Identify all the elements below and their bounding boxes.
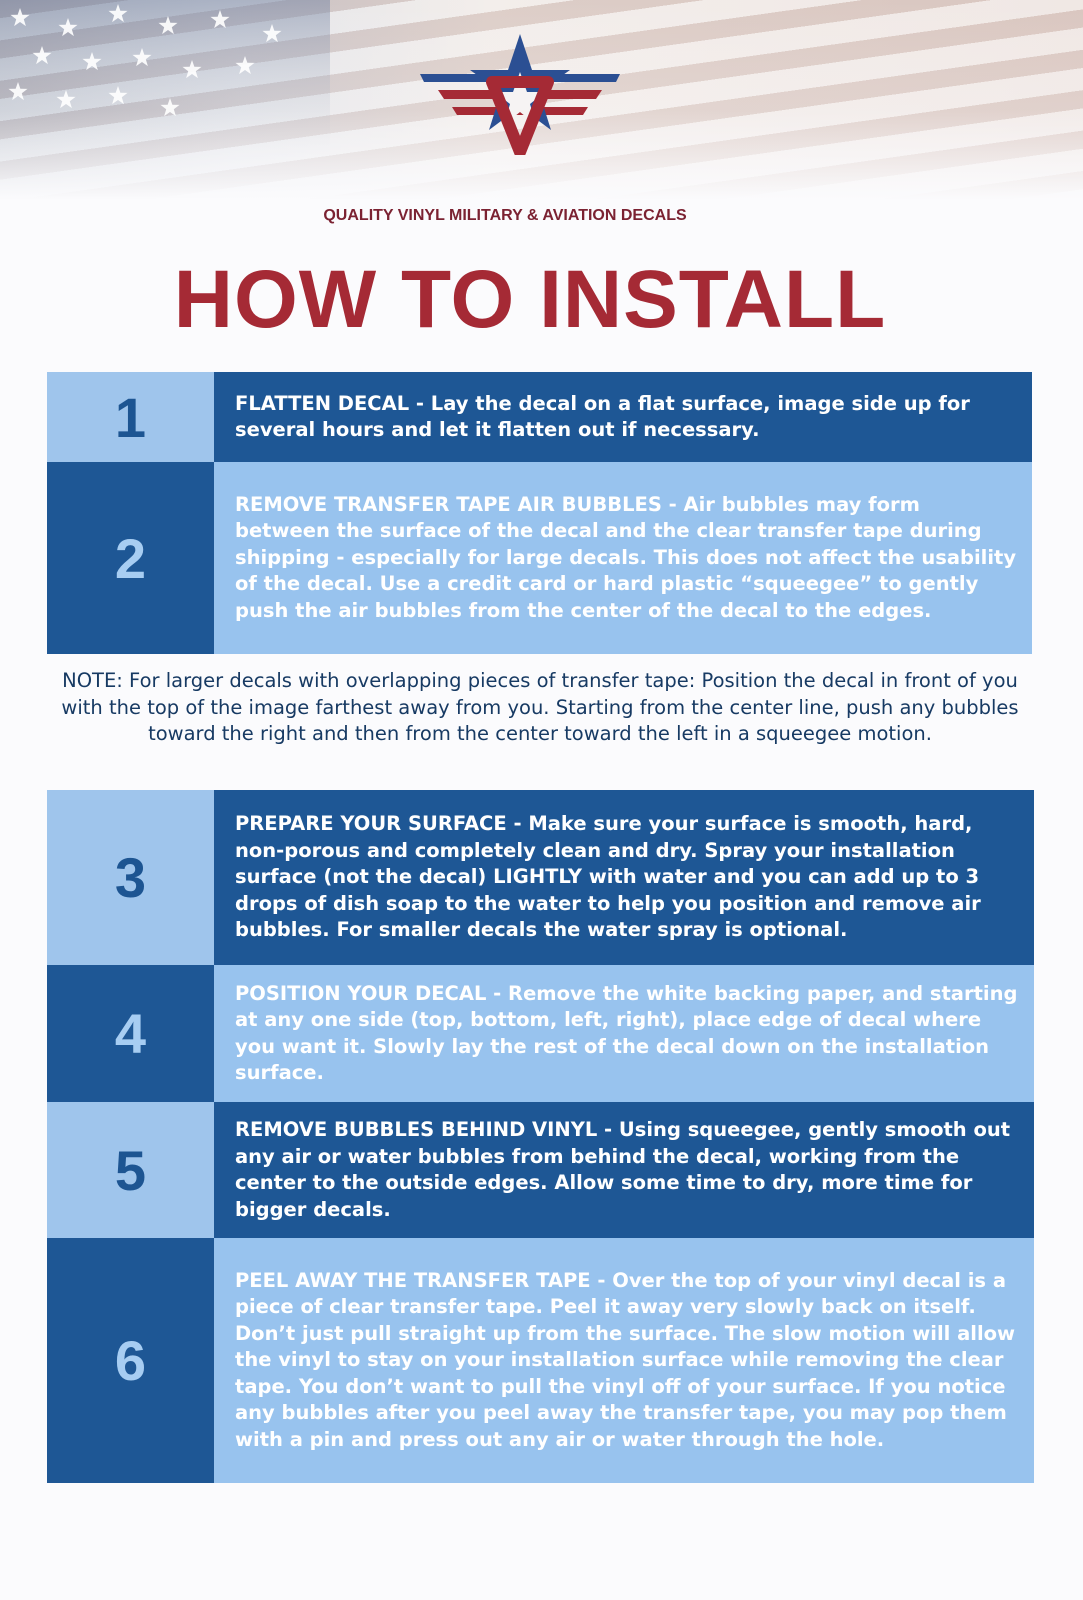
step-row-6 [47, 1238, 1034, 1483]
step-row-4 [47, 965, 1034, 1102]
step-number-1: 1 [47, 372, 214, 462]
page-title: HOW TO INSTALL [173, 254, 887, 345]
step-row-2 [47, 462, 1032, 654]
step-row-5 [47, 1102, 1034, 1238]
flag-stars-icon [0, 0, 330, 150]
step-row-1 [47, 372, 1032, 462]
step-text-1: FLATTEN DECAL - Lay the decal on a flat surface, image side up for several hours and let it flatten out if necessary. [214, 372, 1032, 462]
star-wings-logo-icon [420, 30, 620, 155]
step-number-2: 2 [47, 462, 214, 654]
step-text-3: PREPARE YOUR SURFACE - Make sure your surface is smooth, hard, non-porous and completely clean and dry. Spray your installation surface (not the decal) LIGHTLY with water and you can add up to 3 drops of dish soap to the water to help you position and remove air bubbles. For smaller decals the water spray is optional. [214, 790, 1034, 965]
steps-block-top [47, 372, 1032, 654]
step-text-2: REMOVE TRANSFER TAPE AIR BUBBLES - Air bubbles may form between the surface of the decal and the clear transfer tape during shipping - especially for large decals. This does not affect the usability of the decal. Use a credit card or hard plastic “squeegee” to gently push the air bubbles from the center of the decal to the edges. [214, 462, 1032, 654]
step-text-6: PEEL AWAY THE TRANSFER TAPE - Over the top of your vinyl decal is a piece of clear transfer tape. Peel it away very slowly back on itself. Don’t just pull straight up from the surface. The slow motion will allow the vinyl to stay on your installation surface while removing the clear tape. You don’t want to pull the vinyl off of your surface. If you notice any bubbles after you peel away the transfer tape, you may pop them with a pin and press out any air or water through the hole. [214, 1238, 1034, 1483]
tagline: QUALITY VINYL MILITARY & AVIATION DECALS [323, 207, 687, 224]
step-number-3: 3 [47, 790, 214, 965]
step-number-6: 6 [47, 1238, 214, 1483]
note-text: NOTE: For larger decals with overlapping pieces of transfer tape: Position the decal in front of you with the top of the image farthest away from you. Starting from the center line, push any bubbles toward the right and then from the center toward the left in a squeegee motion. [61, 669, 1019, 745]
step-number-5: 5 [47, 1102, 214, 1238]
step-text-4: POSITION YOUR DECAL - Remove the white backing paper, and starting at any one side (top, bottom, left, right), place edge of decal where you want it. Slowly lay the rest of the decal down on the installation surface. [214, 965, 1034, 1102]
step-number-4: 4 [47, 965, 214, 1102]
steps-block-bottom [47, 790, 1034, 1483]
step-row-3 [47, 790, 1034, 965]
step-text-5: REMOVE BUBBLES BEHIND VINYL - Using squeegee, gently smooth out any air or water bubbles from behind the decal, working from the center to the outside edges. Allow some time to dry, more time for bigger decals. [214, 1102, 1034, 1238]
